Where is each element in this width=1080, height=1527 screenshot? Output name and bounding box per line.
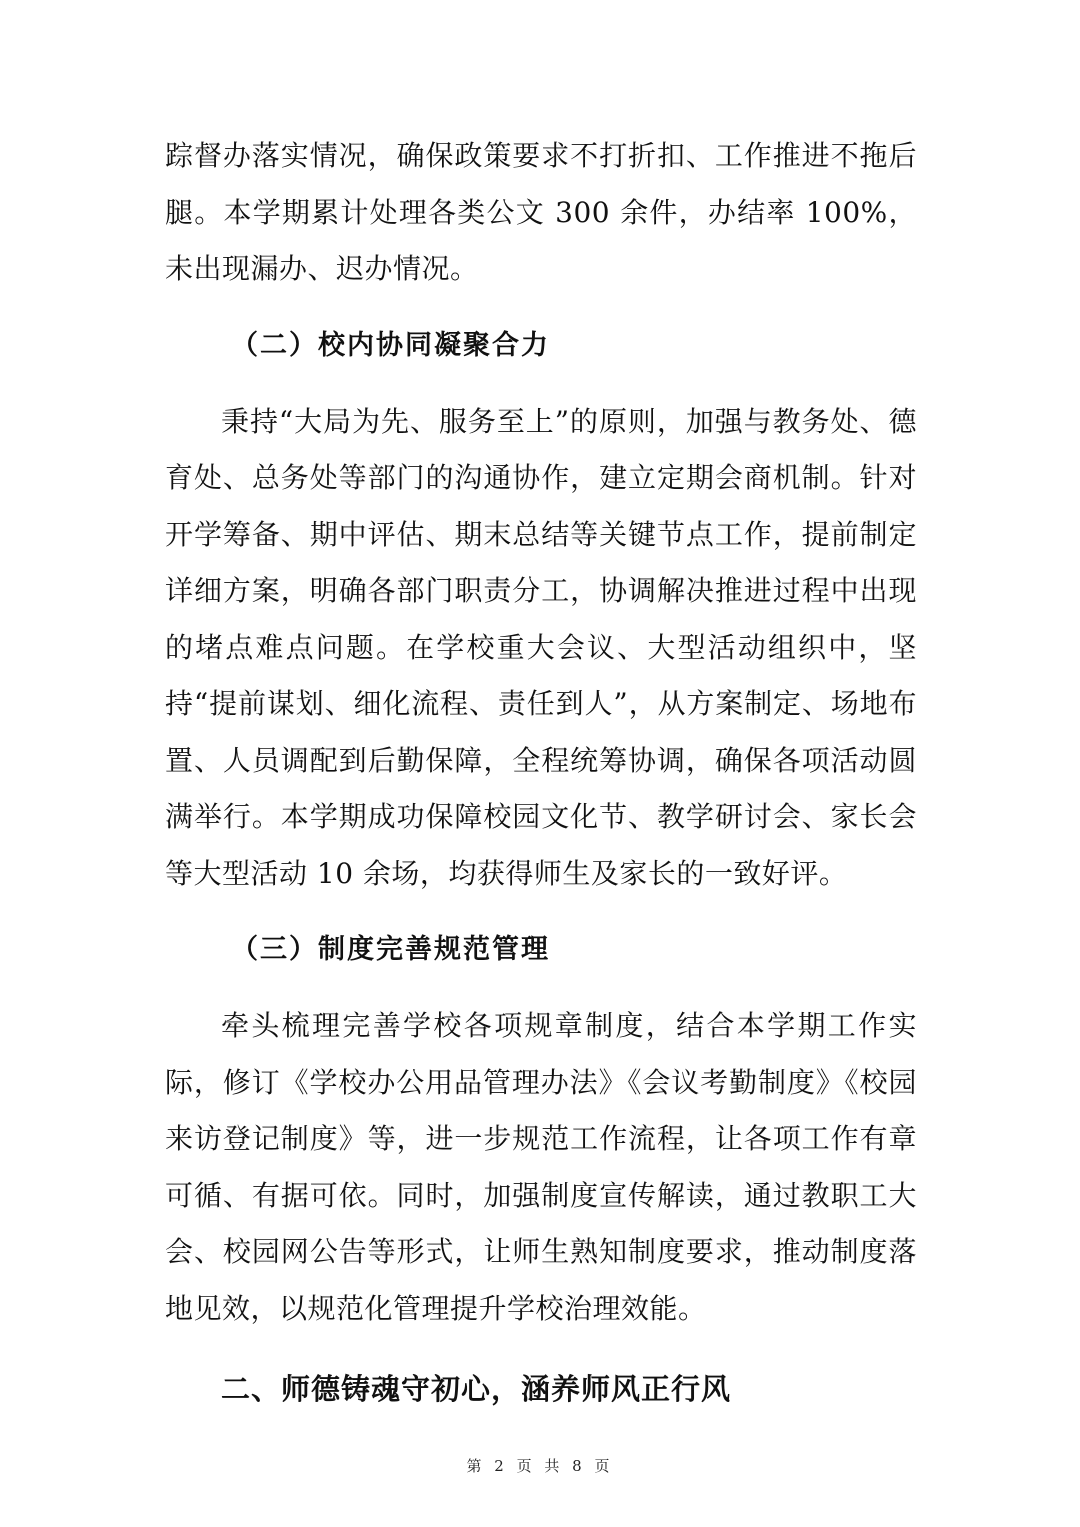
section-heading-teacher-ethics: 二、师德铸魂守初心，涵养师风正行风 <box>221 1372 732 1406</box>
paragraph-continuation: 踪督办落实情况，确保政策要求不打折扣、工作推进不拖后腿。本学期累计处理各类公文 300 余件，办结率 100%，未出现漏办、迟办情况。 <box>165 139 917 285</box>
spacer <box>165 902 917 922</box>
page-number-footer: 第 2 页 共 8 页 <box>466 1457 614 1475</box>
spacer <box>165 1337 917 1361</box>
subheading-campus-coordination: （二）校内协同凝聚合力 <box>231 329 550 361</box>
spacer <box>165 298 917 318</box>
subheading-system-improvement: （三）制度完善规范管理 <box>231 934 550 965</box>
paragraph-system-improvement: 牵头梳理完善学校各项规章制度，结合本学期工作实际，修订《学校办公用品管理办法》《会议考勤制度》《校园来访登记制度》等，进一步规范工作流程，让各项工作有章可循、有据可依。同时，加强制度宣传解读，通过教职工大会、校园网公告等形式，让师生熟知制度要求，推动制度落地见效，以规范化管理提升学校治理效能。 <box>165 1009 917 1325</box>
paragraph-coordination: 秉持“大局为先、服务至上”的原则，加强与教务处、德育处、总务处等部门的沟通协作，建立定期会商机制。针对开学筹备、期中评估、期末总结等关键节点工作，提前制定详细方案，明确各部门职责分工，协调解决推进过程中出现的堵点难点问题。在学校重大会议、大型活动组织中，坚持“提前谋划、细化流程、责任到人”，从方案制定、场地布置、人员调配到后勤保障，全程统筹协调，确保各项活动圆满举行。本学期成功保障校园文化节、教学研讨会、家长会等大型活动 10 余场，均获得师生及家长的一致好评。 <box>165 404 917 890</box>
spacer <box>165 374 917 394</box>
spacer <box>165 978 917 998</box>
document-body <box>165 128 917 1417</box>
